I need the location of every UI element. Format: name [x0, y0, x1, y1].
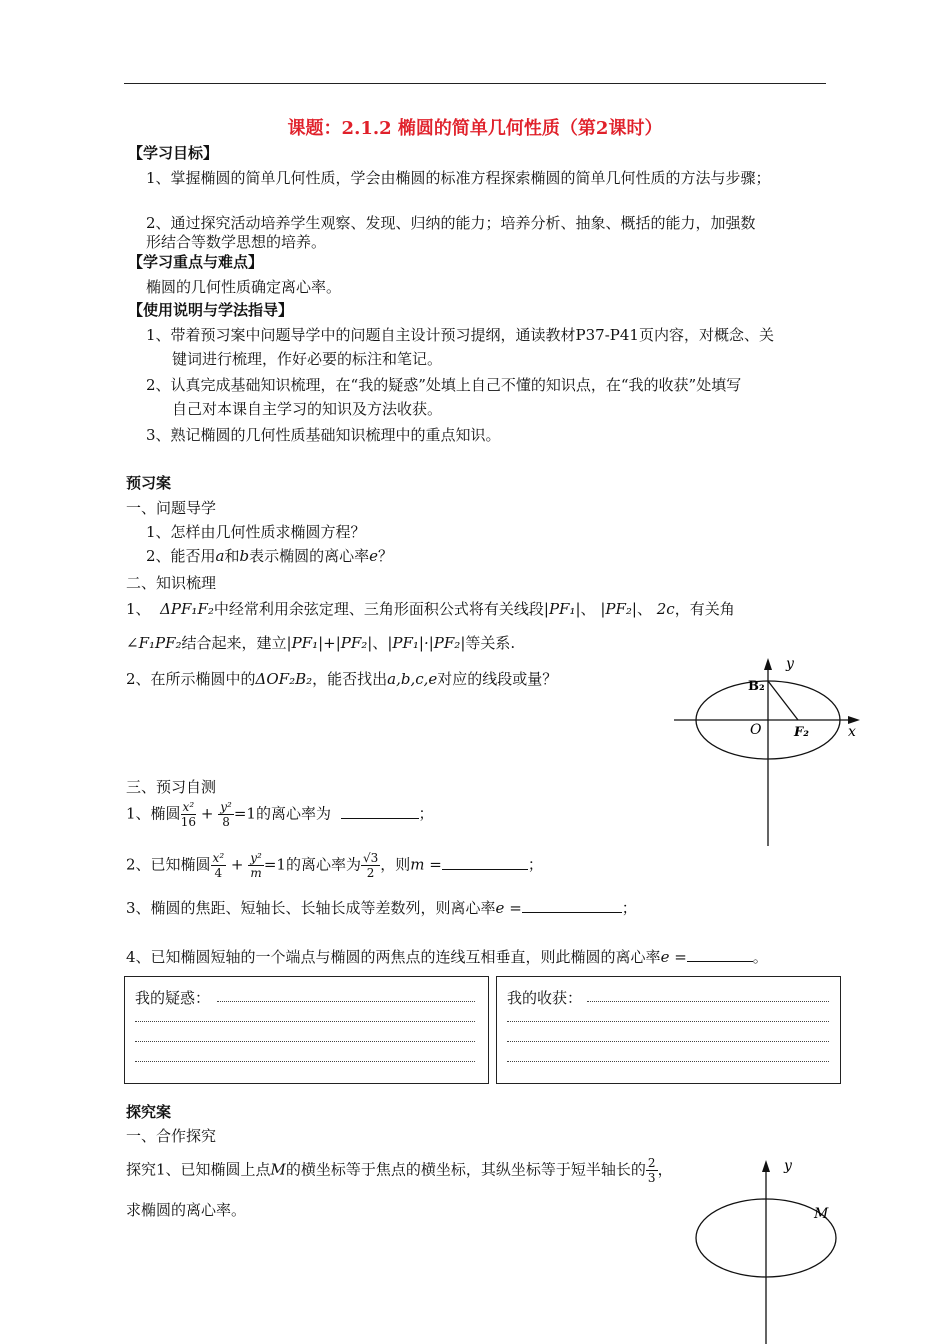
test-3: 3、椭圆的焦距、短轴长、长轴长成等差数列，则离心率e = ；: [126, 899, 637, 917]
knowledge-1-line1: 1、 ΔPF₁F₂中经常利用余弦定理、三角形面积公式将有关线段|PF₁|、 |PF₂|、 2c，有关角: [126, 600, 735, 618]
explore-part1: 一、合作探究: [126, 1127, 217, 1145]
segment-b2-f2: [768, 681, 798, 720]
doubt-line: [135, 1061, 475, 1062]
explore-problem-1-line2: 求椭圆的离心率。: [126, 1201, 247, 1219]
explore-heading: 探究案: [126, 1103, 172, 1121]
guide-2-line2: 自己对本课自主学习的知识及方法收获。: [172, 400, 443, 418]
guide-2-line1: 2、认真完成基础知识梳理，在“我的疑惑”处填上自己不懂的知识点，在“我的收获”处填写: [146, 376, 742, 394]
doubt-line: [135, 1021, 475, 1022]
gain-line: [507, 1061, 829, 1062]
guide-1-line2: 键词进行梳理，作好必要的标注和笔记。: [172, 350, 443, 368]
y-axis-arrow: [764, 658, 772, 670]
gain-line: [507, 1021, 829, 1022]
knowledge-2: 2、在所示椭圆中的ΔOF₂B₂，能否找出a,b,c,e对应的线段或量？: [126, 670, 558, 688]
gain-line: [507, 1041, 829, 1042]
y-label: y: [786, 656, 794, 672]
test-2: 2、已知椭圆 $\frac{\text{x²}}{4}$ + $\frac{\text{y²}}{m}$ =1的离心率为 $\frac{√3}{2}$ ，则m = ；: [126, 851, 543, 880]
preview-heading: 预习案: [126, 474, 172, 492]
explore-problem-1: 探究1、已知椭圆上点M的横坐标等于焦点的横坐标，其纵坐标等于短半轴长的 $\frac{2}{3}$ ，: [126, 1156, 673, 1185]
doubt-box[interactable]: [124, 976, 489, 1084]
doubt-line: [135, 1041, 475, 1042]
focus-text: 椭圆的几何性质确定离心率。: [146, 278, 342, 296]
part2-heading: 二、知识梳理: [126, 574, 217, 592]
focus-heading: 【学习重点与难点】: [128, 253, 264, 271]
test-4: 4、已知椭圆短轴的一个端点与椭圆的两焦点的连线互相垂直，则此椭圆的离心率e = 。: [126, 948, 768, 966]
ellipse-figure-1: [668, 650, 868, 850]
guide-3: 3、熟记椭圆的几何性质基础知识梳理中的重点知识。: [146, 426, 501, 444]
x-axis-arrow: [848, 716, 860, 724]
goals-heading: 【学习目标】: [128, 144, 219, 162]
origin-label: O: [750, 722, 762, 738]
gain-label: 我的收获：: [507, 989, 583, 1007]
m-label: M: [814, 1206, 829, 1222]
question-2: 2、能否用a和b表示椭圆的离心率e？: [146, 547, 394, 565]
gain-box[interactable]: [496, 976, 841, 1084]
ellipse-figure-2: [690, 1150, 850, 1344]
f2-label: F₂: [794, 725, 809, 740]
test-1: 1、椭圆 $\frac{\text{x²}}{16}$ + $\frac{\text{y²}}{8}$ =1的离心率为 ；: [126, 800, 434, 829]
doubt-label: 我的疑惑：: [135, 989, 211, 1007]
x-label: x: [848, 724, 856, 740]
top-rule: [124, 83, 826, 84]
part1-heading: 一、问题导学: [126, 499, 217, 517]
goal-2-line2: 形结合等数学思想的培养。: [146, 233, 327, 251]
knowledge-1-line2: ∠F₁PF₂结合起来，建立|PF₁|+|PF₂|、|PF₁|·|PF₂|等关系.: [126, 634, 516, 652]
guide-heading: 【使用说明与学法指导】: [128, 301, 294, 319]
goal-2-line1: 2、通过探究活动培养学生观察、发现、归纳的能力；培养分析、抽象、概括的能力，加强数: [146, 214, 756, 232]
y-label: y: [784, 1158, 792, 1174]
guide-1-line1: 1、带着预习案中问题导学中的问题自主设计预习提纲，通读教材P37-P41页内容，对概念、关: [146, 326, 774, 344]
y-axis-arrow: [762, 1160, 770, 1172]
gain-line: [587, 1001, 829, 1002]
b2-label: B₂: [748, 679, 765, 694]
page-title: 课题：2.1.2 椭圆的简单几何性质（第2课时）: [287, 118, 663, 139]
goal-1: 1、掌握椭圆的简单几何性质，学会由椭圆的标准方程探索椭圆的简单几何性质的方法与步骤；: [146, 169, 771, 187]
part3-heading: 三、预习自测: [126, 778, 217, 796]
doubt-line: [217, 1001, 475, 1002]
question-1: 1、怎样由几何性质求椭圆方程？: [146, 523, 366, 541]
